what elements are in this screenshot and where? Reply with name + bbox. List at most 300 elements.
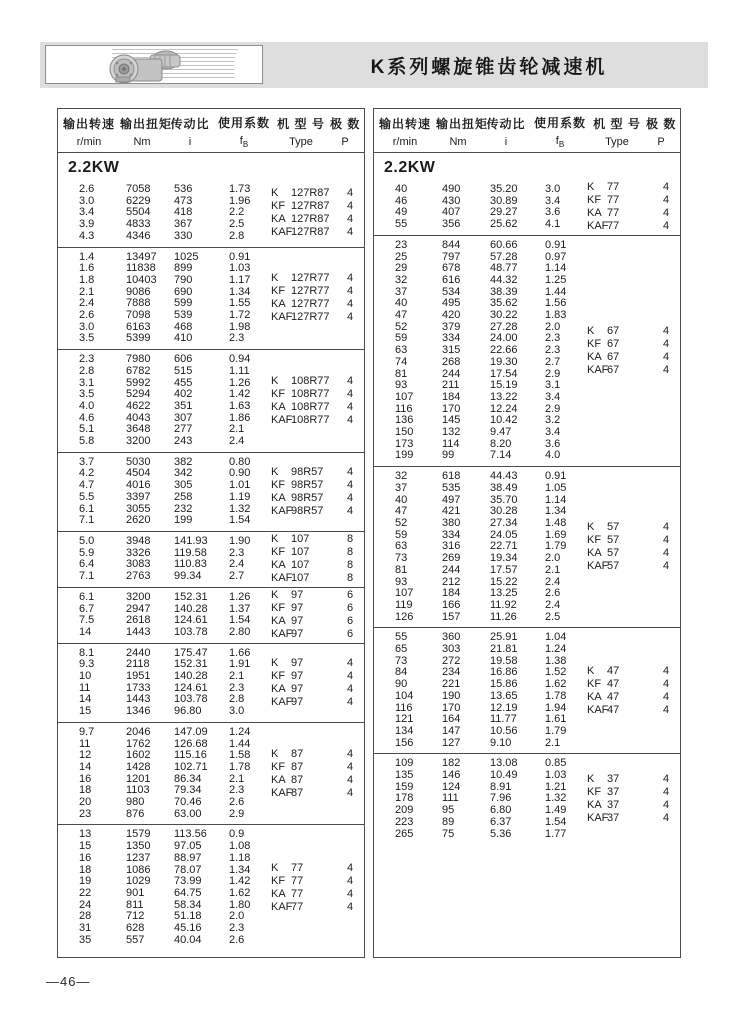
- torque-value: 6163: [126, 320, 151, 333]
- torque-value: 379: [442, 320, 461, 333]
- torque-value: 1350: [126, 840, 151, 853]
- factor-value: 1.62: [545, 678, 567, 691]
- speed-value: 40: [395, 493, 408, 506]
- torque-value: 4016: [126, 479, 151, 492]
- ratio-value: 468: [174, 320, 193, 333]
- speed-value: 209: [395, 804, 414, 817]
- ratio-value: 7.96: [490, 792, 512, 805]
- model-type-row: [271, 311, 353, 324]
- type-prefix: KF: [271, 760, 286, 773]
- factor-value: 3.1: [545, 379, 561, 392]
- model-type-row: [587, 799, 669, 812]
- factor-value: 1.66: [229, 646, 251, 659]
- factor-value: 1.58: [229, 749, 251, 762]
- ratio-value: 40.04: [174, 933, 202, 946]
- model-group: [58, 452, 364, 531]
- speed-value: 134: [395, 724, 414, 737]
- model-type-row: [271, 683, 353, 696]
- torque-value: 1602: [126, 749, 151, 762]
- speed-value: 35: [79, 933, 92, 946]
- model-type-row: [271, 589, 353, 602]
- speed-value: 3.0: [79, 194, 95, 207]
- model-group: [374, 235, 680, 466]
- type-model: 107: [291, 533, 310, 546]
- column-header-torque: 输出扭矩 Nm: [120, 117, 173, 148]
- type-model: 37: [607, 812, 620, 825]
- pole-value: 4: [663, 677, 670, 690]
- model-type-row: [271, 546, 353, 559]
- ratio-value: 330: [174, 229, 193, 242]
- pole-value: 8: [347, 533, 354, 546]
- ratio-value: 73.99: [174, 875, 202, 888]
- pole-value: 4: [347, 387, 354, 400]
- type-model: 57: [607, 560, 620, 573]
- torque-value: 11838: [126, 262, 156, 275]
- model-type-row: [271, 226, 353, 239]
- type-model: 127R87: [291, 200, 330, 213]
- torque-value: 618: [442, 470, 461, 483]
- pole-value: 4: [347, 874, 354, 887]
- type-prefix: KAF: [587, 703, 609, 716]
- model-group: [374, 180, 680, 235]
- model-type-list: [271, 248, 353, 350]
- model-type-row: [587, 812, 669, 825]
- torque-value: 244: [442, 367, 461, 380]
- torque-value: 184: [442, 587, 461, 600]
- ratio-value: 11.26: [490, 610, 517, 623]
- factor-value: 2.3: [545, 332, 561, 345]
- type-model: 77: [291, 861, 304, 874]
- speed-value: 59: [395, 528, 408, 541]
- page-title: K系列螺旋锥齿轮减速机: [370, 56, 608, 78]
- type-model: 127R77: [291, 311, 330, 324]
- model-type-row: [271, 875, 353, 888]
- model-type-row: [271, 628, 353, 641]
- model-type-row: [271, 298, 353, 311]
- speed-value: 7.1: [79, 514, 95, 527]
- type-prefix: KF: [271, 874, 286, 887]
- type-model: 77: [291, 900, 304, 913]
- ratio-value: 10.42: [490, 414, 518, 427]
- speed-value: 3.5: [79, 388, 95, 401]
- factor-value: 1.03: [229, 262, 251, 275]
- factor-value: 0.9: [229, 828, 245, 841]
- ratio-value: 70.46: [174, 796, 202, 809]
- spec-table-left: [57, 108, 365, 958]
- factor-value: 1.78: [229, 760, 251, 773]
- ratio-value: 64.75: [174, 886, 202, 899]
- torque-value: 360: [442, 631, 461, 644]
- type-model: 98R57: [291, 491, 324, 504]
- power-section-label: 2.2KW: [68, 159, 120, 176]
- torque-value: 124: [442, 780, 461, 793]
- ratio-value: 97.05: [174, 840, 202, 853]
- factor-value: 2.1: [229, 423, 245, 436]
- type-model: 98R57: [291, 465, 324, 478]
- torque-value: 1103: [126, 784, 150, 797]
- factor-value: 1.14: [545, 262, 567, 275]
- pole-value: 8: [347, 559, 354, 572]
- model-group: [58, 824, 364, 950]
- ratio-value: 119.58: [174, 546, 207, 559]
- ratio-value: 102.71: [174, 760, 208, 773]
- torque-value: 844: [442, 238, 461, 251]
- factor-value: 2.1: [545, 563, 561, 576]
- model-type-row: [587, 786, 669, 799]
- factor-value: 1.17: [229, 273, 251, 286]
- torque-value: 1428: [126, 760, 151, 773]
- model-type-row: [271, 533, 353, 546]
- speed-value: 47: [395, 505, 408, 518]
- pole-value: 8: [347, 546, 354, 559]
- pole-value: 4: [347, 760, 354, 773]
- ratio-value: 113.56: [174, 828, 207, 841]
- factor-value: 3.0: [545, 183, 561, 195]
- type-prefix: K: [271, 861, 279, 874]
- factor-value: 1.49: [545, 804, 567, 817]
- torque-value: 147: [442, 724, 461, 737]
- torque-value: 5294: [126, 388, 151, 401]
- type-model: 87: [291, 747, 304, 760]
- torque-value: 5030: [126, 455, 151, 468]
- ratio-value: 25.62: [490, 218, 518, 231]
- torque-value: 4504: [126, 467, 151, 480]
- torque-value: 2618: [126, 614, 151, 627]
- speed-value: 93: [395, 575, 408, 588]
- ratio-value: 7.14: [490, 449, 512, 462]
- factor-value: 1.25: [545, 273, 567, 286]
- factor-value: 1.19: [229, 490, 251, 503]
- factor-value: 1.73: [229, 183, 251, 195]
- torque-value: 182: [442, 757, 461, 770]
- column-header-factor: 使用系数 $f_B$: [217, 115, 270, 150]
- type-prefix: KA: [271, 887, 286, 900]
- factor-value: 1.98: [229, 320, 251, 333]
- model-type-list: [271, 532, 353, 587]
- ratio-value: 38.39: [490, 285, 518, 298]
- ratio-value: 27.28: [490, 320, 518, 333]
- model-group: [58, 349, 364, 452]
- model-type-row: [587, 521, 669, 534]
- factor-value: 1.54: [545, 815, 567, 828]
- factor-value: 0.91: [545, 238, 567, 251]
- factor-value: 1.77: [545, 827, 567, 840]
- factor-value: 2.1: [545, 736, 561, 749]
- factor-value: 2.4: [229, 558, 245, 571]
- model-type-row: [271, 285, 353, 298]
- factor-value: 0.91: [545, 470, 567, 483]
- speed-value: 1.4: [79, 250, 95, 263]
- model-type-row: [271, 888, 353, 901]
- type-prefix: KA: [271, 559, 286, 572]
- speed-value: 28: [79, 910, 92, 923]
- ratio-value: 48.77: [490, 262, 518, 275]
- torque-value: 132: [442, 426, 461, 439]
- ratio-value: 606: [174, 353, 193, 366]
- speed-value: 73: [395, 654, 408, 667]
- factor-value: 1.34: [545, 505, 567, 518]
- ratio-value: 899: [174, 262, 193, 275]
- table-body: [374, 153, 680, 844]
- model-type-row: [271, 200, 353, 213]
- factor-value: 2.6: [229, 796, 245, 809]
- pole-value: 4: [663, 207, 670, 220]
- torque-value: 5399: [126, 332, 151, 345]
- ratio-value: 103.78: [174, 693, 208, 706]
- type-prefix: KAF: [271, 900, 293, 913]
- type-model: 77: [291, 874, 304, 887]
- torque-value: 4346: [126, 229, 151, 242]
- type-prefix: K: [587, 664, 595, 677]
- model-type-row: [271, 388, 353, 401]
- pole-value: 4: [347, 491, 354, 504]
- ratio-value: 10.49: [490, 769, 518, 782]
- speed-value: 9.3: [79, 658, 95, 671]
- speed-value: 37: [395, 481, 408, 494]
- ratio-value: 45.16: [174, 922, 202, 935]
- type-model: 108R77: [291, 374, 330, 387]
- torque-value: 534: [442, 285, 461, 298]
- torque-value: 157: [442, 610, 461, 623]
- type-model: 107: [291, 559, 310, 572]
- speed-value: 159: [395, 780, 414, 793]
- factor-value: 1.14: [545, 493, 567, 506]
- type-model: 47: [607, 677, 620, 690]
- ratio-value: 9.10: [490, 736, 512, 749]
- type-prefix: KAF: [271, 413, 293, 426]
- ratio-value: 44.43: [490, 470, 518, 483]
- torque-value: 421: [442, 505, 461, 518]
- factor-value: 2.3: [229, 922, 245, 935]
- ratio-value: 13.65: [490, 689, 518, 702]
- factor-value: 1.78: [545, 689, 567, 702]
- torque-value: 2947: [126, 602, 151, 615]
- torque-value: 6782: [126, 364, 151, 377]
- pole-value: 4: [347, 311, 354, 324]
- type-prefix: KAF: [271, 572, 293, 585]
- factor-value: 2.80: [229, 625, 251, 638]
- pole-value: 4: [663, 799, 670, 812]
- speed-value: 46: [395, 194, 408, 207]
- ratio-value: 140.28: [174, 602, 208, 615]
- type-model: 77: [607, 207, 620, 220]
- speed-value: 5.9: [79, 546, 95, 559]
- torque-value: 678: [442, 262, 461, 275]
- speed-value: 3.0: [79, 320, 95, 333]
- page-header: [40, 42, 708, 88]
- model-group: [58, 531, 364, 587]
- model-type-row: [271, 748, 353, 761]
- ratio-value: 17.57: [490, 563, 518, 576]
- speed-value: 23: [395, 238, 408, 251]
- torque-value: 89: [442, 815, 455, 828]
- type-model: 127R77: [291, 298, 330, 311]
- model-type-list: [587, 180, 669, 235]
- type-prefix: KF: [271, 669, 286, 682]
- torque-value: 2620: [126, 514, 151, 527]
- ratio-value: 175.47: [174, 646, 208, 659]
- ratio-value: 1025: [174, 250, 199, 263]
- factor-value: 1.52: [545, 666, 567, 679]
- pole-value: 4: [663, 560, 670, 573]
- factor-value: 1.11: [229, 364, 250, 377]
- factor-value: 1.96: [229, 194, 251, 207]
- factor-value: 1.26: [229, 590, 251, 603]
- speed-value: 8.1: [79, 646, 95, 659]
- speed-value: 14: [79, 760, 92, 773]
- pole-value: 4: [663, 534, 670, 547]
- speed-value: 40: [395, 183, 408, 195]
- pole-value: 4: [347, 298, 354, 311]
- type-prefix: K: [587, 773, 595, 786]
- ratio-value: 96.80: [174, 705, 202, 718]
- model-type-row: [271, 615, 353, 628]
- torque-value: 535: [442, 481, 461, 494]
- speed-value: 18: [79, 863, 92, 876]
- stripes-curve-mask: [234, 45, 263, 84]
- type-prefix: KAF: [587, 363, 609, 376]
- type-prefix: KA: [271, 682, 286, 695]
- pole-value: 4: [347, 226, 354, 239]
- ratio-value: 8.91: [490, 780, 512, 793]
- factor-value: 1.26: [229, 376, 251, 389]
- type-model: 97: [291, 695, 304, 708]
- speed-value: 16: [79, 851, 92, 864]
- type-prefix: K: [587, 181, 595, 194]
- pole-value: 4: [347, 400, 354, 413]
- ratio-value: 29.27: [490, 206, 518, 219]
- ratio-value: 790: [174, 273, 193, 286]
- factor-value: 3.6: [545, 437, 561, 450]
- type-prefix: K: [587, 324, 595, 337]
- torque-value: 1579: [126, 828, 151, 841]
- type-prefix: KAF: [271, 786, 293, 799]
- torque-value: 1086: [126, 863, 151, 876]
- pole-value: 4: [663, 773, 670, 786]
- torque-value: 127: [442, 736, 461, 749]
- factor-value: 2.1: [229, 772, 245, 785]
- pole-value: 4: [663, 337, 670, 350]
- pole-value: 4: [663, 547, 670, 560]
- model-type-list: [587, 236, 669, 466]
- type-prefix: K: [271, 187, 279, 200]
- type-model: 77: [607, 194, 620, 207]
- torque-value: 3948: [126, 534, 151, 547]
- ratio-value: 124.61: [174, 681, 208, 694]
- type-model: 57: [607, 521, 620, 534]
- torque-value: 272: [442, 654, 461, 667]
- column-header-factor: 使用系数 $f_B$: [533, 115, 586, 150]
- torque-value: 2046: [126, 725, 151, 738]
- speed-value: 15: [79, 840, 92, 853]
- model-type-list: [587, 467, 669, 627]
- type-model: 47: [607, 690, 620, 703]
- torque-value: 170: [442, 701, 461, 714]
- type-model: 97: [291, 682, 304, 695]
- torque-value: 1201: [126, 772, 151, 785]
- model-type-row: [271, 492, 353, 505]
- model-type-row: [587, 691, 669, 704]
- ratio-value: 17.54: [490, 367, 518, 380]
- factor-value: 1.90: [229, 534, 251, 547]
- model-type-row: [587, 678, 669, 691]
- ratio-value: 30.28: [490, 505, 518, 518]
- model-type-row: [271, 862, 353, 875]
- torque-value: 3083: [126, 558, 151, 571]
- type-prefix: K: [271, 465, 279, 478]
- ratio-value: 35.70: [490, 493, 518, 506]
- model-type-row: [587, 560, 669, 573]
- factor-value: 2.9: [545, 402, 561, 415]
- factor-value: 2.4: [545, 598, 561, 611]
- gear-reducer-photo: [80, 47, 210, 84]
- ratio-value: 86.34: [174, 772, 202, 785]
- torque-value: 99: [442, 449, 455, 462]
- model-type-row: [271, 466, 353, 479]
- ratio-value: 24.05: [490, 528, 518, 541]
- torque-value: 334: [442, 528, 461, 541]
- torque-value: 334: [442, 332, 461, 345]
- speed-value: 4.0: [79, 399, 95, 412]
- speed-value: 1.8: [79, 273, 95, 286]
- factor-value: 2.4: [229, 435, 245, 448]
- factor-value: 1.32: [545, 792, 567, 805]
- torque-value: 6229: [126, 194, 151, 207]
- type-model: 97: [291, 628, 304, 641]
- ratio-value: 79.34: [174, 784, 202, 797]
- type-model: 107: [291, 546, 310, 559]
- speed-value: 1.6: [79, 262, 95, 275]
- model-type-row: [587, 207, 669, 220]
- ratio-value: 141.93: [174, 534, 208, 547]
- factor-value: 2.0: [545, 552, 561, 565]
- factor-value: 2.3: [229, 784, 245, 797]
- model-type-row: [587, 181, 669, 194]
- model-group: [58, 643, 364, 722]
- factor-value: 4.0: [545, 449, 561, 462]
- speed-value: 4.6: [79, 411, 95, 424]
- factor-value: 3.4: [545, 390, 561, 403]
- ratio-value: 15.86: [490, 678, 518, 691]
- ratio-value: 455: [174, 376, 193, 389]
- factor-value: 1.34: [229, 863, 251, 876]
- model-type-row: [271, 272, 353, 285]
- torque-value: 2440: [126, 646, 151, 659]
- type-model: 37: [607, 799, 620, 812]
- type-model: 67: [607, 337, 620, 350]
- torque-value: 1443: [126, 625, 151, 638]
- torque-value: 145: [442, 414, 461, 427]
- speed-value: 25: [395, 250, 408, 263]
- torque-value: 7888: [126, 297, 151, 310]
- ratio-value: 99.34: [174, 570, 202, 583]
- torque-value: 5504: [126, 206, 151, 219]
- model-group: [58, 722, 364, 825]
- ratio-value: 16.86: [490, 666, 518, 679]
- speed-value: 81: [395, 367, 408, 380]
- speed-value: 4.2: [79, 467, 95, 480]
- factor-value: 1.32: [229, 502, 251, 515]
- type-model: 47: [607, 664, 620, 677]
- type-prefix: K: [271, 533, 279, 546]
- type-prefix: KF: [271, 200, 286, 213]
- type-prefix: K: [271, 656, 279, 669]
- column-header-torque: 输出扭矩 Nm: [436, 117, 489, 148]
- type-model: 127R77: [291, 272, 330, 285]
- model-type-row: [587, 220, 669, 233]
- type-model: 87: [291, 760, 304, 773]
- type-prefix: KF: [587, 534, 602, 547]
